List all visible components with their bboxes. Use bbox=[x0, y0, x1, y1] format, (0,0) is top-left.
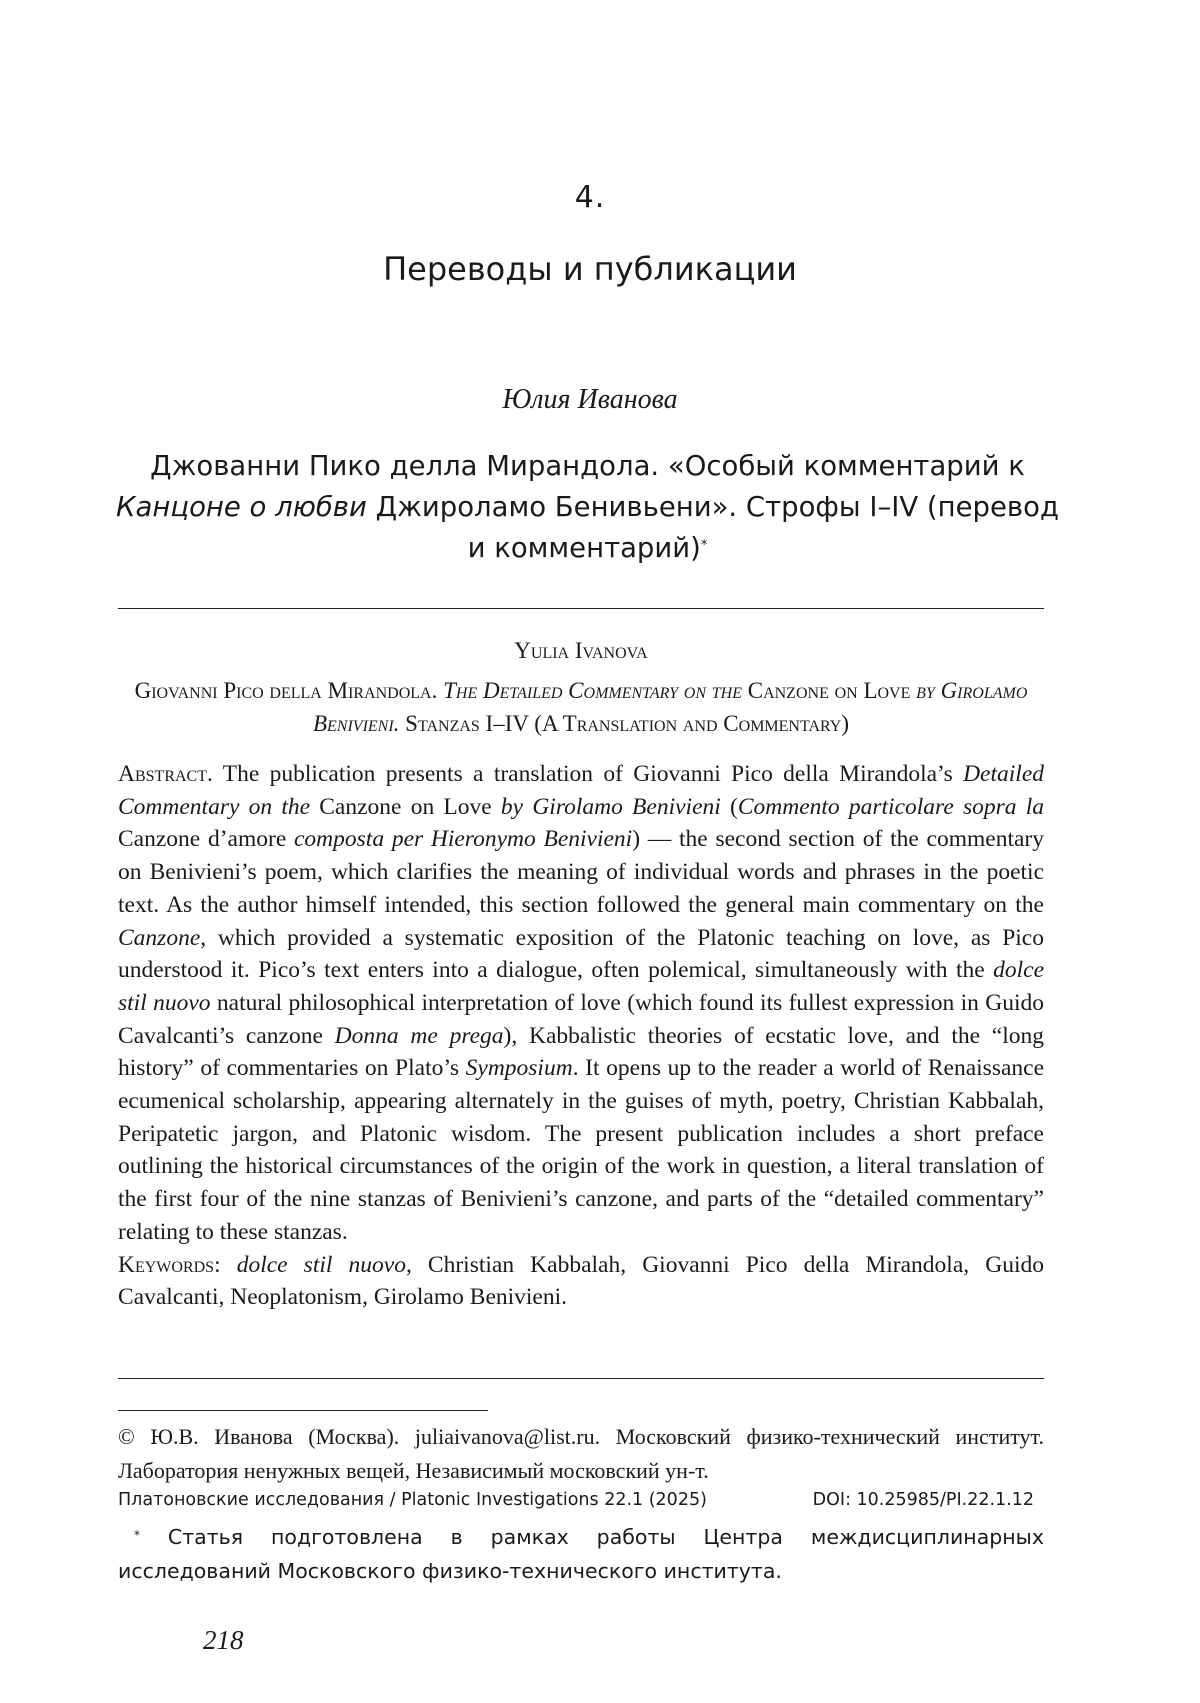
copyright-note: © Ю.В. Иванова (Москва). juliaivanova@list.ru. Московский физико-технический институт. Лаборатория ненужных вещей, Независимый московский ун-т. bbox=[118, 1424, 1044, 1483]
article-title-en: Giovanni Pico della Mirandola. The Detailed Commentary on the Canzone on Love by Girolamo Benivieni. Stanzas I–IV (A Translation and Commentary) bbox=[134, 678, 1028, 736]
footnote-rule bbox=[118, 1410, 488, 1411]
author-name-ru: Юлия Иванова bbox=[502, 384, 678, 415]
author-name-en: Yulia Ivanova bbox=[514, 638, 648, 663]
article-title-ru: Джованни Пико делла Мирандола. «Особый комментарий к Канцоне о любви Джироламо Бенивьени». Строфы I–IV (перевод и комментарий)* bbox=[116, 450, 1059, 564]
bottom-rule bbox=[118, 1378, 1044, 1379]
doi: DOI: 10.25985/PI.22.1.12 bbox=[812, 1490, 1034, 1510]
footnote: * Статья подготовлена в рамках работы Центра междисциплинарных исследований Московского физико-технического института. bbox=[118, 1525, 1044, 1583]
abstract-label: Abstract. bbox=[118, 761, 213, 787]
abstract: Abstract. The publication presents a translation of Giovanni Pico della Mirandola’s Detailed Commentary on the Canzone on Love by Girolamo Benivieni (Commento particolare sopra la Canzone d’amore composta per Hieronymo Benivieni) — the second section of the commentary on Benivieni’s poem, which clarifies the meaning of individual words and phrases in the poetic text. As the author himself intended, this section followed the general main commentary on the Canzone, which provided a systematic exposition of the Platonic teaching on love, as Pico understood it. Pico’s text enters into a dialogue, often polemical, simultaneously with the dolce stil nuovo natural philosophical interpretation of love (which found its fullest expression in Guido Cavalcanti’s canzone Donna me prega), Kabbalistic theories of ecstatic love, and the “long history” of commentaries on Plato’s Symposium. It opens up to the reader a world of Renaissance ecumenical scholarship, appearing alternately in the guises of myth, poetry, Christian Kabbalah, Peripatetic jargon, and Platonic wisdom. The present publication includes a short preface outlining the historical circumstances of the origin of the work in question, a literal translation of the first four of the nine stanzas of Benivieni’s canzone, and parts of the “detailed commentary” relating to these stanzas. Keywords: dolce stil nuovo, Christian Kabbalah, Giovanni Pico della Mirandola, Guido Cavalcanti, Neoplatonism, Girolamo Benivieni. bbox=[118, 758, 1044, 1314]
footnote-marker: * bbox=[134, 1528, 140, 1542]
keywords-label: Keywords: bbox=[118, 1251, 221, 1278]
journal-name: Платоновские исследования / Platonic Investigations 22.1 (2025) bbox=[118, 1490, 707, 1510]
page-number: 218 bbox=[203, 1625, 244, 1655]
footnote-marker: * bbox=[700, 538, 708, 553]
top-rule bbox=[118, 608, 1044, 609]
keywords: Keywords: dolce stil nuovo, Christian Kabbalah, Giovanni Pico della Mirandola, Guido Cavalcanti, Neoplatonism, Girolamo Benivieni. bbox=[118, 1251, 1044, 1311]
section-number: 4. bbox=[574, 180, 606, 215]
section-title: Переводы и публикации bbox=[383, 250, 797, 288]
journal-citation bbox=[118, 1490, 1044, 1510]
